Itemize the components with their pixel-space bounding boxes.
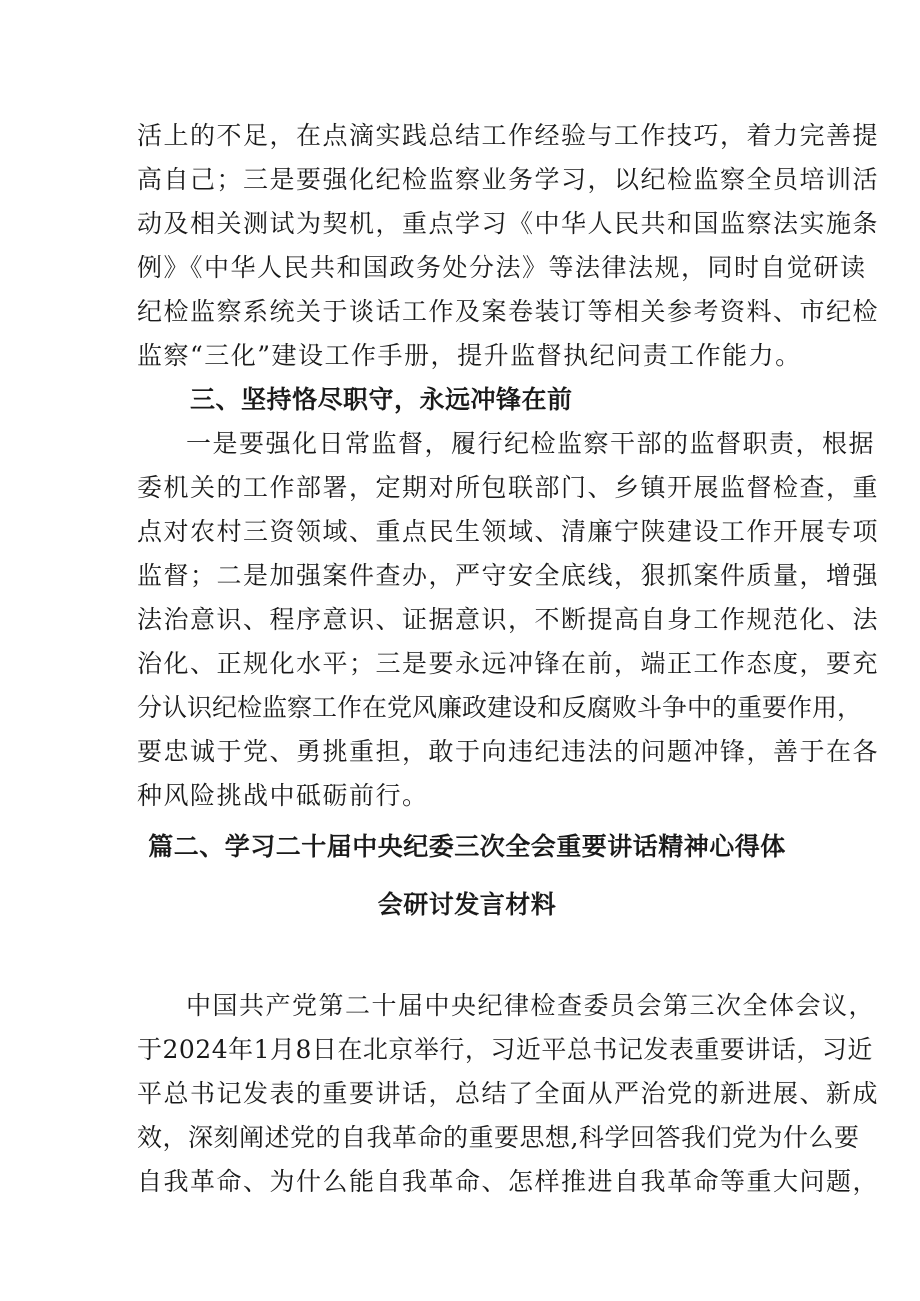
paragraph-line: 效，深刻阐述党的自我革命的重要思想,科学回答我们党为什么要 — [137, 1123, 860, 1152]
paragraph-line: 于2024年1月8日在北京举行，习近平总书记发表重要讲话，习近 — [137, 1035, 873, 1064]
paragraph-line: 动及相关测试为契机，重点学习《中华人民共和国监察法实施条 — [137, 209, 880, 238]
paragraph-line: 分认识纪检监察工作在党风廉政建设和反腐败斗争中的重要作用， — [137, 693, 863, 722]
paragraph-line: 要忠诚于党、勇挑重担，敢于向违纪违法的问题冲锋，善于在各 — [137, 737, 880, 766]
paragraph-line: 纪检监察系统关于谈话工作及案卷装订等相关参考资料、市纪检 — [137, 297, 880, 326]
paragraph-line: 法治意识、程序意识、证据意识，不断提高自身工作规范化、法 — [137, 605, 880, 634]
paragraph-line: 监察“三化”建设工作手册，提升监督执纪问责工作能力。 — [137, 341, 802, 370]
paragraph-line: 治化、正规化水平；三是要永远冲锋在前，端正工作态度，要充 — [137, 649, 880, 678]
paragraph-line: 点对农村三资领域、重点民生领域、清廉宁陕建设工作开展专项 — [137, 517, 880, 546]
article-title-line: 篇二、学习二十届中央纪委三次全会重要讲话精神心得体 — [148, 832, 786, 861]
paragraph-line: 活上的不足，在点滴实践总结工作经验与工作技巧，着力完善提 — [137, 121, 880, 150]
paragraph-line: 种风险挑战中砥砺前行。 — [137, 781, 429, 810]
paragraph-line: 例》《中华人民共和国政务处分法》等法律法规，同时自觉研读 — [137, 253, 867, 282]
article-title-line: 会研讨发言材料 — [377, 890, 557, 919]
paragraph-line: 监督；二是加强案件查办，严守安全底线，狠抓案件质量，增强 — [137, 561, 880, 590]
paragraph-line: 中国共产党第二十届中央纪律检查委员会第三次全体会议， — [186, 991, 876, 1020]
paragraph-line: 一是要强化日常监督，履行纪检监察干部的监督职责，根据 — [186, 429, 876, 458]
paragraph-line: 自我革命、为什么能自我革命、怎样推进自我革命等重大问题， — [137, 1167, 880, 1196]
paragraph-line: 高自己；三是要强化纪检监察业务学习，以纪检监察全员培训活 — [137, 165, 880, 194]
section-heading: 三、坚持恪尽职守，永远冲锋在前 — [190, 385, 573, 414]
paragraph-line: 委机关的工作部署，定期对所包联部门、乡镇开展监督检查，重 — [137, 473, 880, 502]
paragraph-line: 平总书记发表的重要讲话，总结了全面从严治党的新进展、新成 — [137, 1079, 880, 1108]
